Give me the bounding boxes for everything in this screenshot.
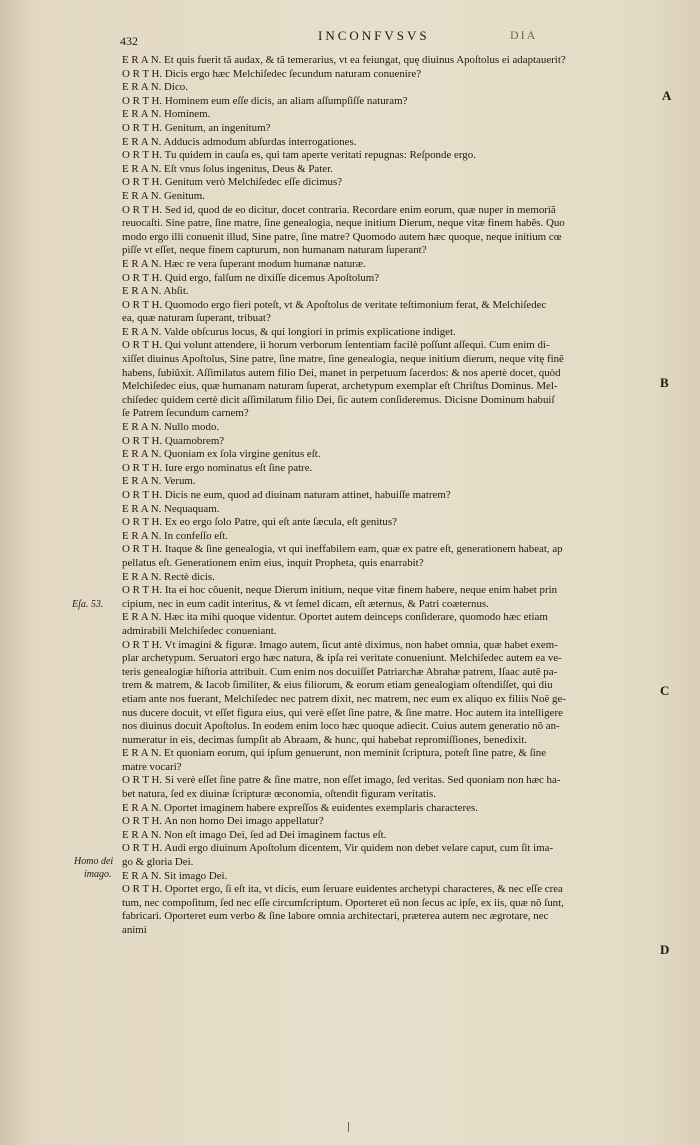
text-line: E R A N. Non eſt imago Dei, ſed ad Dei imaginem factus eſt. bbox=[122, 828, 387, 841]
text-line: tum, nec compoſitum, ſed nec eſſe circumſcriptum. Oporteret eũ non ſecus ac ipſe, ex iis, quæ nõ ſunt, bbox=[122, 896, 564, 909]
text-line: O R T H. Sed id, quod de eo dicitur, docet contraria. Recordare enim eorum, quæ nuper in memoriã bbox=[122, 203, 556, 216]
text-line: habens, ſubiũxit. Aſſimilatus autem filio Dei, manet in perpetuum ſacerdos: & nos apertè docet, quòd bbox=[122, 366, 561, 379]
text-line: E R A N. Rectè dicis. bbox=[122, 570, 215, 583]
margin-note-imago: imago. bbox=[84, 869, 112, 880]
text-line: nus ducere docuit, vt eſſet figura eius, qui verè eſſet ſine patre, & ſine matre. Hoc autem ita intelligere bbox=[122, 706, 563, 719]
text-line: teris genealogiæ hiſtoria attribuit. Cum enim nos docuiſſet Patriarchæ Abrahæ patrem, Iſaac autẽ pa- bbox=[122, 665, 558, 678]
text-line: O R T H. Iure ergo nominatus eſt ſine patre. bbox=[122, 461, 313, 474]
text-line: go & gloria Dei. bbox=[122, 856, 194, 869]
text-line: matre vocari? bbox=[122, 760, 182, 773]
text-line: piſſe vt eſſet, neque finem capturum, non humanam naturam ſuperant? bbox=[122, 244, 427, 257]
text-line: E R A N. Hæc ita mihi quoque videntur. Oportet autem deinceps conſiderare, quomodo hæc etiam bbox=[122, 611, 548, 624]
text-line: O R T H. Si verè eſſet ſine patre & ſine matre, non eſſet imago, ſed veritas. Sed quoniam non hæc ha- bbox=[122, 774, 561, 787]
text-line: E R A N. Adducis admodum abſurdas interrogationes. bbox=[122, 135, 357, 148]
section-letter-a: A bbox=[662, 88, 672, 103]
text-line: E R A N. Oportet imaginem habere expreſſos & euidentes exemplaris characteres. bbox=[122, 801, 478, 814]
text-line: modo ergo illi conuenit illud, Sine patre, ſine matre? Quomodo autem hæc quoque, neque initium cœ bbox=[122, 230, 562, 243]
text-line: fabricari. Oporteret eum verbo & ſine labore omnia architectari, præterea autem nec ægrotare, nec bbox=[122, 910, 549, 923]
text-line: O R T H. Ex eo ergo ſolo Patre, qui eſt ante ſæcula, eſt genitus? bbox=[122, 516, 397, 529]
text-line: E R A N. Quoniam ex ſola virgine genitus eſt. bbox=[122, 448, 321, 461]
text-line: O R T H. Genitum verò Melchiſedec eſſe dicimus? bbox=[122, 176, 343, 189]
text-line: E R A N. Dico. bbox=[122, 81, 188, 94]
text-line: E R A N. Hominem. bbox=[122, 108, 211, 121]
text-line: O R T H. Tu quidem in cauſa es, qui tam aperte veritati repugnas: Reſponde ergo. bbox=[122, 149, 476, 162]
margin-note-homo-dei: Homo dei bbox=[74, 856, 114, 867]
text-line: trem & matrem, & Iacob ſimiliter, & eius filiorum, & eorum etiam genealogiam oſtendiſſet, qui diu bbox=[122, 679, 553, 692]
text-line: nos diuinus docuit Apoſtolus. In eodem enim loco hæc quoque adiecit. Cuius autem generatio nõ an- bbox=[122, 720, 560, 733]
text-line: animi bbox=[122, 924, 147, 936]
text-line: bet natura, ſed ex diuinæ ſcripturæ œconomia, oſtendit figuram veritatis. bbox=[122, 788, 436, 801]
text-line: O R T H. Qui volunt attendere, ii horum verborum ſententiam facilè poſſunt aſſequi. Cum enim di- bbox=[122, 339, 550, 352]
dialogue-text bbox=[122, 54, 657, 938]
margin-note-esa: Eſa. 53. bbox=[72, 599, 104, 610]
text-line: etiam ante nos fuerant, Melchiſedec nec patrem dixit, nec matrem, nec eum ex aliquo ex filiis Noë ge- bbox=[122, 692, 566, 705]
text-line: cipium, nec in eum cadit interitus, & vt ſemel dicam, eſt æternus, & Patri coæternus. bbox=[122, 597, 489, 610]
text-line: O R T H. Hominem eum eſſe dicis, an aliam aſſumpſiſſe naturam? bbox=[122, 94, 408, 107]
section-letter-c: C bbox=[660, 683, 670, 698]
text-line: O R T H. Dicis ne eum, quod ad diuinam naturam attinet, habuiſſe matrem? bbox=[122, 489, 451, 501]
text-line: E R A N. In confeſſo eſt. bbox=[122, 529, 228, 542]
text-line: O R T H. Vt imagini & figuræ. Imago autem, ſicut antè diximus, non habet omnia, quæ habet exem- bbox=[122, 638, 558, 651]
text-line: E R A N. Hæc re vera ſuperant modum humanæ naturæ. bbox=[122, 257, 366, 270]
text-line: O R T H. An non homo Dei imago appellatur? bbox=[122, 815, 324, 828]
text-line: E R A N. Et quoniam eorum, qui ipſum genuerunt, non meminit ſcriptura, poteſt ſine patre, & ſine bbox=[122, 747, 547, 760]
text-line: O R T H. Itaque & ſine genealogia, vt qui ineffabilem eam, quæ ex patre eſt, generationem habeat, ap bbox=[122, 543, 563, 556]
text-line: admirabili Melchiſedec conueniant. bbox=[122, 624, 277, 637]
text-line: E R A N. Genitum. bbox=[122, 189, 205, 202]
text-line: plar archetypum. Seruatori ergo hæc natura, & ipſa rei veritate conueniunt. Melchiſedec autem ea ve- bbox=[122, 652, 562, 665]
text-line: O R T H. Ita ei hoc cõuenit, neque Dierum initium, neque vitæ finem habere, neque enim habet prin bbox=[122, 584, 558, 597]
text-line: E R A N. Nullo modo. bbox=[122, 421, 220, 434]
text-line: chiſedec quidem certè dicit aſſimilatum filio Dei, ſic autem conſideremus. Dicisne Dominum habuiſ bbox=[122, 393, 555, 406]
text-line: ea, quæ naturam ſuperant, tribuat? bbox=[122, 312, 271, 325]
text-line: O R T H. Quamobrem? bbox=[122, 434, 225, 447]
section-letter-d: D bbox=[660, 942, 670, 957]
text-line: O R T H. Quid ergo, falſum ne dixiſſe dicemus Apoſtolum? bbox=[122, 271, 380, 284]
text-line: E R A N. Nequaquam. bbox=[122, 502, 220, 515]
footer-mark bbox=[348, 1122, 349, 1132]
text-line: E R A N. Sit imago Dei. bbox=[122, 869, 228, 882]
page-header bbox=[0, 24, 700, 50]
text-line: pellatus eſt. Generationem enim eius, inquit Propheta, quis enarrabit? bbox=[122, 556, 424, 569]
text-line: O R T H. Quomodo ergo fieri poteſt, vt & Apoſtolus de veritate teſtimonium ferat, & Melchiſedec bbox=[122, 298, 547, 311]
text-line: E R A N. Verum. bbox=[122, 475, 196, 488]
text-line: xiſſet diuinus Apoſtolus, Sine patre, ſine matre, ſine genealogia, neque initium dierum, neque vitę finẽ bbox=[122, 353, 564, 366]
text-line: O R T H. Dicis ergo hæc Melchiſedec ſecundum naturam conuenire? bbox=[122, 67, 422, 80]
running-head-right: DIA bbox=[510, 28, 538, 42]
text-line: O R T H. Audi ergo diuinum Apoſtolum dicentem, Vir quidem non debet velare caput, cum ſit ima- bbox=[122, 842, 554, 855]
page-number: 432 bbox=[120, 34, 138, 48]
section-letter-b: B bbox=[660, 375, 669, 390]
text-line: reuocaſti. Sine patre, ſine matre, ſine genealogia, neque initium Dierum, neque vitæ finem habẽs. Quo bbox=[122, 217, 565, 230]
text-line: E R A N. Eſt vnus ſolus ingenitus, Deus & Pater. bbox=[122, 162, 333, 175]
running-head: INCONFVSVS bbox=[318, 28, 430, 43]
text-line: O R T H. Genitum, an ingenitum? bbox=[122, 121, 271, 134]
text-line: numeratur in eis, decimas ſumpſit ab Abraam, & hunc, qui habebat repromiſſiones, benedixit. bbox=[122, 733, 527, 746]
text-line: ſe Patrem ſecundum carnem? bbox=[122, 407, 249, 420]
text-line: Melchiſedec eius, quæ humanam naturam ſuperat, archetypum exemplar eſt Chriſtus Dominus. Mel- bbox=[122, 380, 558, 393]
text-line: E R A N. Valde obſcurus locus, & qui longiori in primis explicatione indiget. bbox=[122, 325, 456, 338]
text-line: O R T H. Oportet ergo, ſi eſt ita, vt dicis, eum ſeruare euidentes archetypi characteres, & nec eſſe crea bbox=[122, 883, 563, 896]
text-line: E R A N. Abſit. bbox=[122, 285, 189, 298]
text-line: E R A N. Et quis fuerit tã audax, & tã temerarius, vt ea feiungat, quę diuinus Apoſtolus ei adaptauerit? bbox=[122, 54, 566, 66]
